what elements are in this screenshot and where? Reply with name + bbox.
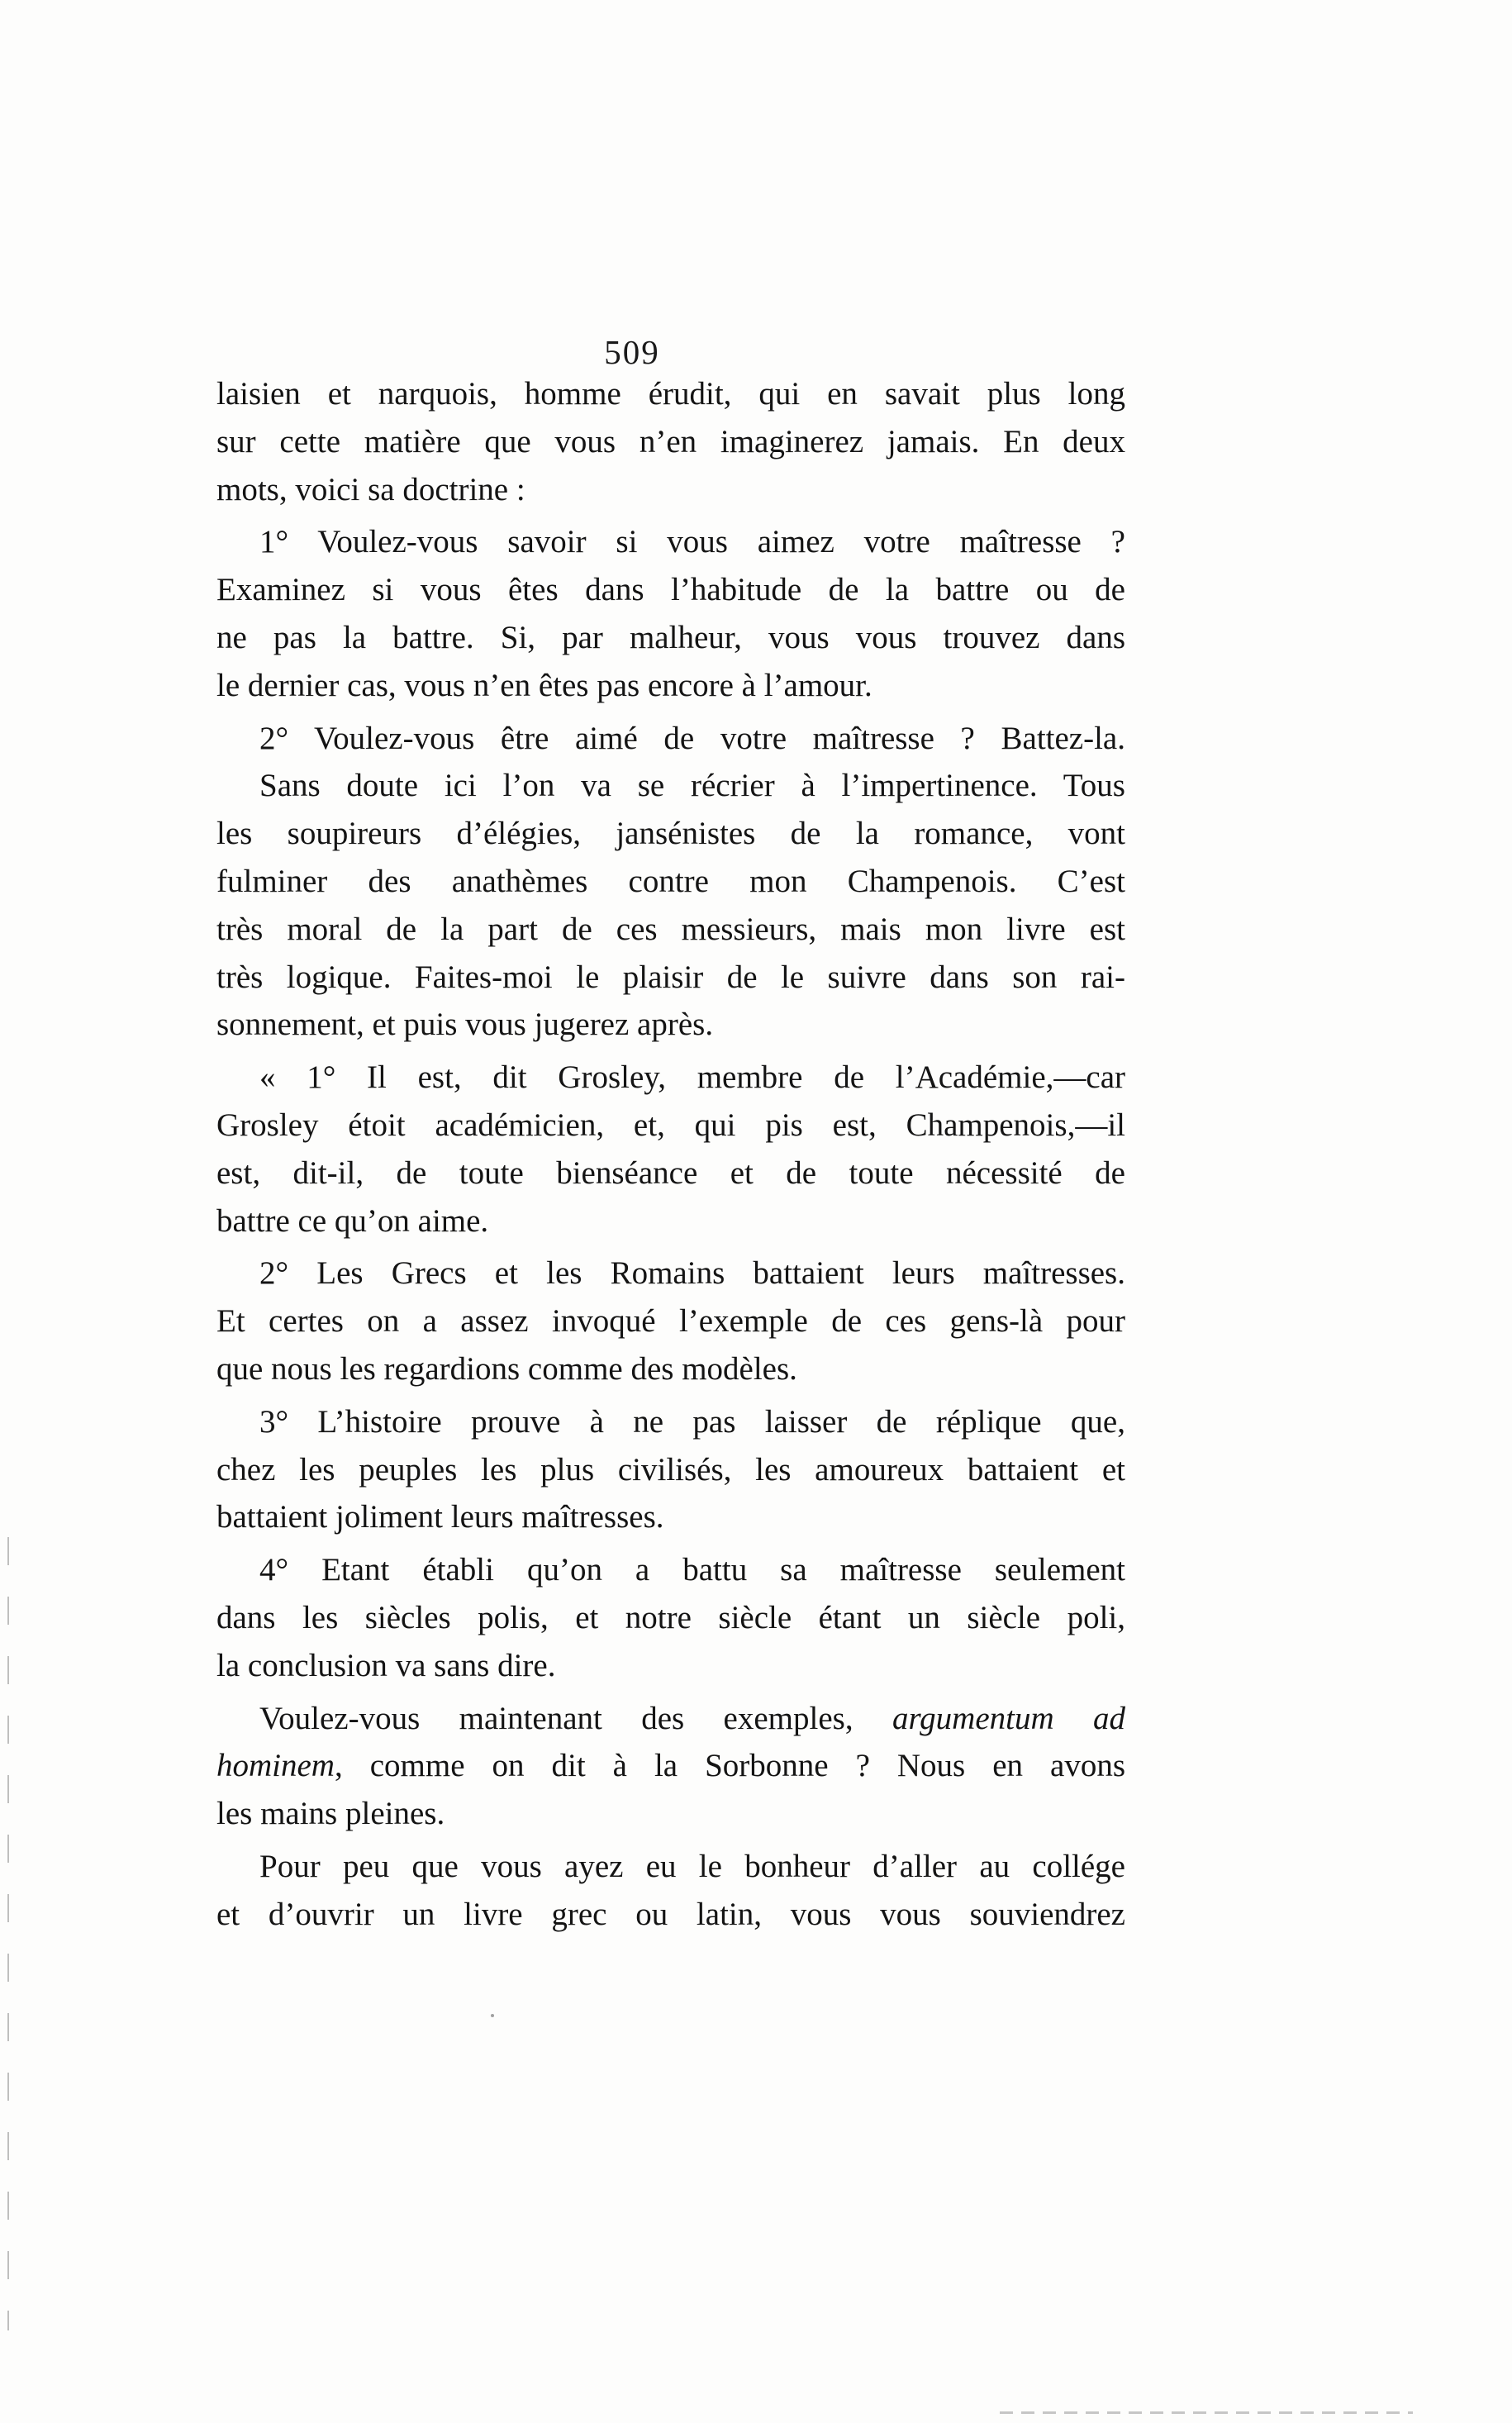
text-segment: , comme on dit à la Sorbonne ? Nous en avons (334, 1748, 1125, 1784)
text-line: 2° Voulez-vous être aimé de votre maîtresse ? Battez-la. (259, 720, 1125, 756)
page-number: 509 (604, 333, 660, 371)
text-line: est, dit-il, de toute bienséance et de toute nécessité de (216, 1154, 1125, 1191)
scan-speck (491, 2014, 494, 2017)
text-line: fulminer des anathèmes contre mon Champenois. C’est (216, 863, 1125, 899)
scan-bottom-artifact (1000, 2411, 1413, 2414)
body-text (216, 370, 1125, 1939)
text-line: 3° L’histoire prouve à ne pas laisser de réplique que, (259, 1403, 1125, 1440)
text-line: le dernier cas, vous n’en êtes pas encore à l’amour. (216, 667, 872, 703)
text-line: 4° Etant établi qu’on a battu sa maîtresse seulement (259, 1552, 1125, 1588)
text-line: dans les siècles polis, et notre siècle étant un siècle poli, (216, 1599, 1125, 1635)
text-segment: Voulez-vous maintenant des exemples, (259, 1700, 892, 1736)
text-line: Grosley étoit académicien, et, qui pis est, Champenois,—il (216, 1107, 1125, 1143)
text-line: que nous les regardions comme des modèles. (216, 1350, 797, 1387)
text-line: sur cette matière que vous n’en imaginerez jamais. En deux (216, 423, 1125, 459)
text-line: laisien et narquois, homme érudit, qui en savait plus long (216, 376, 1125, 412)
text-line: mots, voici sa doctrine : (216, 471, 525, 507)
text-line: et d’ouvrir un livre grec ou latin, vous vous souviendrez (216, 1896, 1125, 1932)
text-line: sonnement, et puis vous jugerez après. (216, 1007, 714, 1043)
text-line: 1° Voulez-vous savoir si vous aimez votre maîtresse ? (259, 524, 1125, 560)
text-line: très moral de la part de ces messieurs, mais mon livre est (216, 911, 1125, 947)
text-line: très logique. Faites-moi le plaisir de le suivre dans son rai- (216, 959, 1125, 995)
text-line: battaient joliment leurs maîtresses. (216, 1499, 664, 1535)
text-line: Sans doute ici l’on va se récrier à l’impertinence. Tous (259, 768, 1125, 804)
text-line: Et certes on a assez invoqué l’exemple de ces gens-là pour (216, 1303, 1125, 1340)
text-line: ne pas la battre. Si, par malheur, vous vous trouvez dans (216, 619, 1125, 655)
text-line: Pour peu que vous ayez eu le bonheur d’aller au collége (259, 1848, 1125, 1884)
text-line: Examinez si vous êtes dans l’habitude de la battre ou de (216, 572, 1125, 608)
text-line: chez les peuples les plus civilisés, les amoureux battaient et (216, 1451, 1125, 1488)
italic-phrase: hominem (216, 1748, 335, 1784)
text-line: battre ce qu’on aime. (216, 1202, 489, 1239)
italic-phrase: argumentum ad (892, 1700, 1125, 1736)
text-line: les mains pleines. (216, 1796, 445, 1832)
text-line (216, 1742, 1125, 1790)
scan-margin-artifact (7, 1537, 9, 2330)
text-line (216, 1695, 1125, 1743)
text-line: « 1° Il est, dit Grosley, membre de l’Académie,—car (259, 1059, 1125, 1096)
text-line: les soupireurs d’élégies, jansénistes de la romance, vont (216, 816, 1125, 852)
text-line: 2° Les Grecs et les Romains battaient leurs maîtresses. (259, 1255, 1125, 1292)
text-line: la conclusion va sans dire. (216, 1647, 556, 1683)
